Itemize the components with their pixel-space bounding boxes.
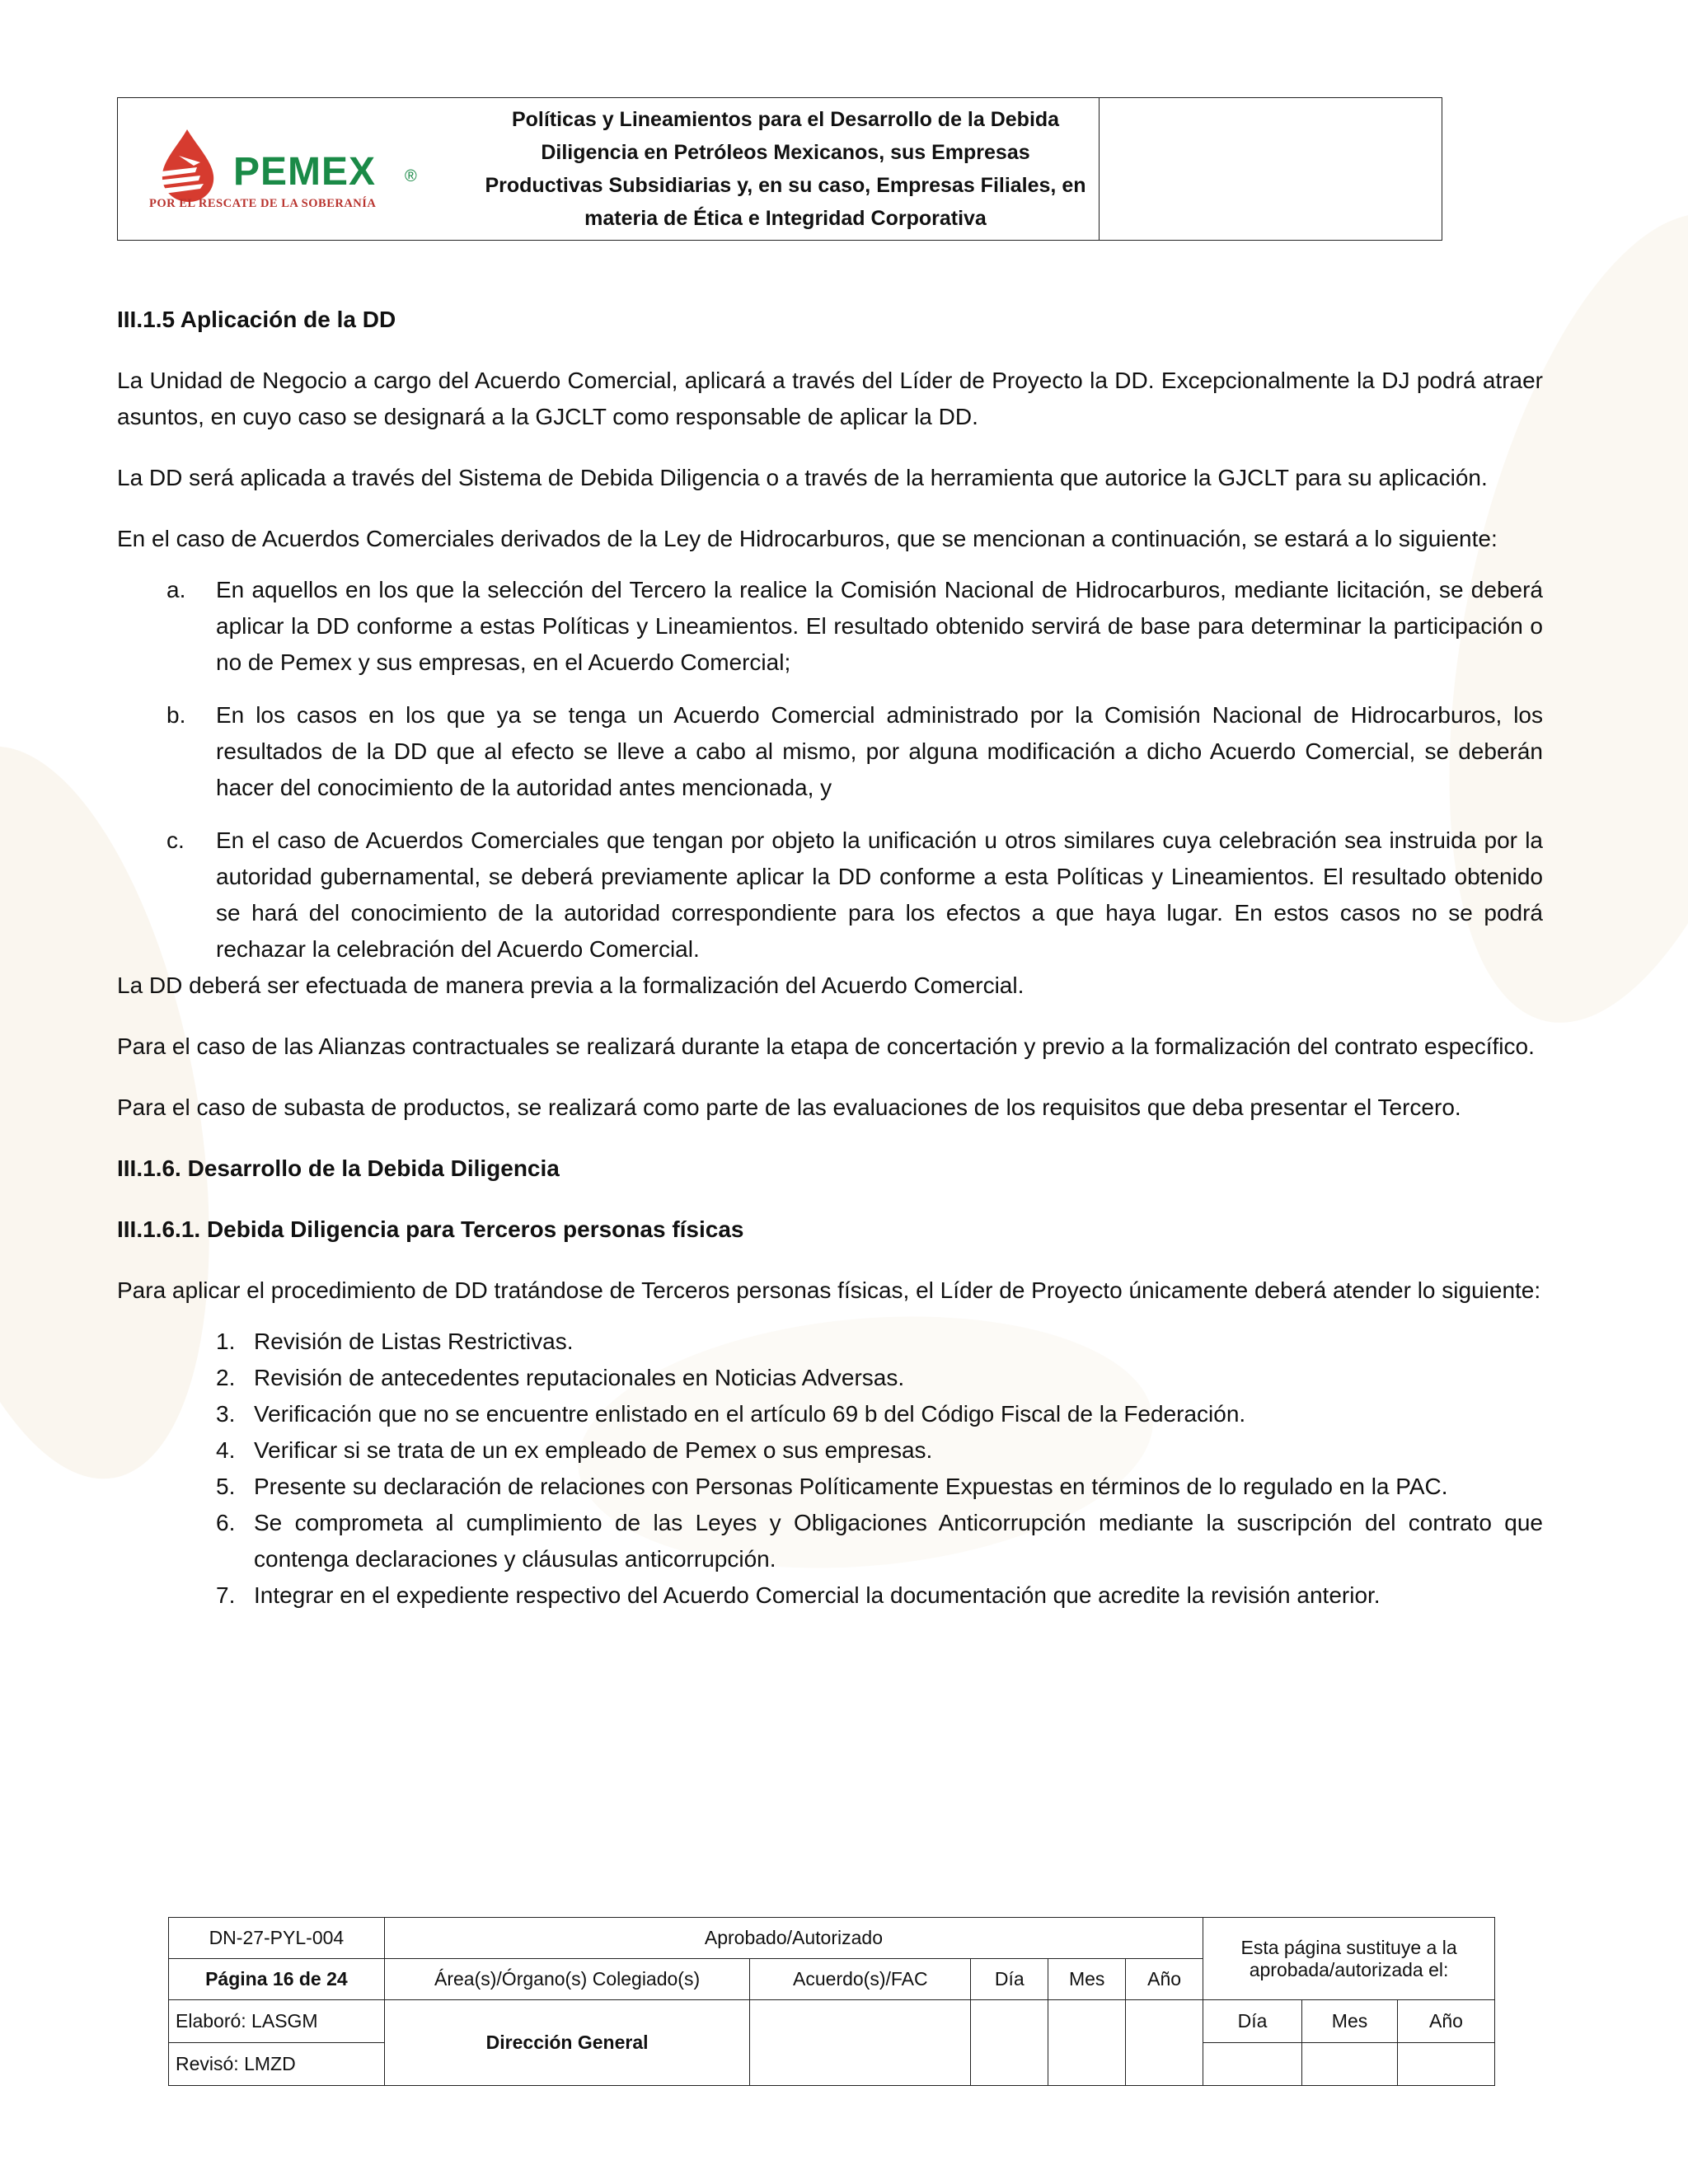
replaces-day-header: Día <box>1203 2000 1302 2043</box>
doc-code: DN-27-PYL-004 <box>169 1918 385 1959</box>
paragraph: La DD será aplicada a través del Sistema de Debida Diligencia o a través de la herramienta que autorice la GJCLT para su aplicación. <box>117 465 1488 490</box>
list-item <box>216 1396 1543 1432</box>
list-marker: b. <box>166 702 186 728</box>
subsection-heading-1-6-1: III.1.6.1. Debida Diligencia para Terceros personas físicas <box>117 1216 744 1242</box>
list-marker: 4. <box>216 1437 236 1463</box>
list-item <box>216 1324 1543 1360</box>
replaces-year-value <box>1397 2043 1494 2086</box>
agreement-value-cell <box>750 2000 971 2086</box>
list-item-text: En aquellos en los que la selección del Tercero la realice la Comisión Nacional de Hidrocarburos, mediante licitación, se deberá aplicar la DD conforme a estas Políticas y Lineamientos. El resultado obtenido servirá de base para determinar la participación o no de Pemex y sus empresas, en el Acuerdo Comercial; <box>216 577 1543 675</box>
list-item-text: Integrar en el expediente respectivo del Acuerdo Comercial la documentación que acredite la revisión anterior. <box>254 1582 1381 1608</box>
list-item-text: Revisión de antecedentes reputacionales en Noticias Adversas. <box>254 1365 905 1390</box>
elaboro-cell: Elaboró: LASGM <box>169 2000 385 2043</box>
list-item <box>216 1577 1543 1614</box>
replaces-note: Esta página sustituye a la aprobada/autorizada el: <box>1203 1918 1495 2000</box>
section-heading-1-6: III.1.6. Desarrollo de la Debida Diligencia <box>117 1155 560 1181</box>
numbered-list <box>216 1324 1543 1614</box>
agreement-header: Acuerdo(s)/FAC <box>750 1959 971 2000</box>
logo-registered-mark: ® <box>405 167 417 185</box>
list-marker: a. <box>166 577 186 602</box>
list-marker: 6. <box>216 1510 236 1535</box>
list-item-text: Revisión de Listas Restrictivas. <box>254 1329 574 1354</box>
direccion-general-cell: Dirección General <box>384 2000 750 2086</box>
year-value-cell <box>1126 2000 1203 2086</box>
list-item <box>216 1360 1543 1396</box>
list-item-text: Presente su declaración de relaciones con Personas Políticamente Expuestas en términos de lo regulado en la PAC. <box>254 1474 1448 1499</box>
pemex-logo <box>118 98 472 240</box>
approved-header: Aprobado/Autorizado <box>384 1918 1203 1959</box>
list-marker: 7. <box>216 1582 236 1608</box>
document-body <box>117 302 1543 1614</box>
logo-wordmark: PEMEX <box>233 150 377 194</box>
replaces-year-header: Año <box>1397 2000 1494 2043</box>
list-marker: 3. <box>216 1401 236 1427</box>
document-header <box>117 97 1442 241</box>
page-number: Página 16 de 24 <box>169 1959 385 2000</box>
reviso-cell: Revisó: LMZD <box>169 2043 385 2086</box>
replaces-day-value <box>1203 2043 1302 2086</box>
area-header: Área(s)/Órgano(s) Colegiado(s) <box>384 1959 750 2000</box>
list-item-text: Se comprometa al cumplimiento de las Leyes y Obligaciones Anticorrupción mediante la suscripción del contrato que contenga declaraciones y cláusulas anticorrupción. <box>254 1510 1543 1572</box>
paragraph: Para el caso de las Alianzas contractuales se realizará durante la etapa de concertación y previo a la formalización del contrato específico. <box>117 1033 1535 1059</box>
replaces-month-value <box>1302 2043 1398 2086</box>
list-item-text: Verificar si se trata de un ex empleado de Pemex o sus empresas. <box>254 1437 933 1463</box>
list-item <box>166 572 1543 681</box>
list-item-text: En los casos en los que ya se tenga un Acuerdo Comercial administrado por la Comisión Nacional de Hidrocarburos, los resultados de la DD que al efecto se lleve a cabo al mismo, por alguna modificación a dicho Acuerdo Comercial, se deberán hacer del conocimiento de la autoridad antes mencionada, y <box>216 702 1543 800</box>
list-item <box>216 1469 1543 1505</box>
list-item <box>166 823 1543 968</box>
header-empty-cell <box>1099 98 1442 240</box>
paragraph: En el caso de Acuerdos Comerciales derivados de la Ley de Hidrocarburos, que se mencionan a continuación, se estará a lo siguiente: <box>117 526 1498 551</box>
day-header: Día <box>971 1959 1048 2000</box>
document-footer-table <box>168 1917 1495 2086</box>
list-item <box>216 1505 1543 1577</box>
list-marker: c. <box>166 827 185 853</box>
logo-tagline: POR EL RESCATE DE LA SOBERANÍA <box>149 197 377 210</box>
list-item <box>166 697 1543 806</box>
list-marker: 1. <box>216 1329 236 1354</box>
list-marker: 2. <box>216 1365 236 1390</box>
section-heading-1-5: III.1.5 Aplicación de la DD <box>117 307 396 332</box>
pemex-eagle-icon <box>146 126 228 205</box>
paragraph: La Unidad de Negocio a cargo del Acuerdo Comercial, aplicará a través del Líder de Proyecto la DD. Excepcionalmente la DJ podrá atraer asuntos, en cuyo caso se designará a la GJCLT como responsable de aplicar la DD. <box>117 368 1543 429</box>
paragraph: Para el caso de subasta de productos, se realizará como parte de las evaluaciones de los requisitos que deba presentar el Tercero. <box>117 1094 1461 1120</box>
paragraph: La DD deberá ser efectuada de manera previa a la formalización del Acuerdo Comercial. <box>117 972 1025 998</box>
replaces-month-header: Mes <box>1302 2000 1398 2043</box>
year-header: Año <box>1126 1959 1203 2000</box>
month-value-cell <box>1048 2000 1126 2086</box>
day-value-cell <box>971 2000 1048 2086</box>
list-item-text: Verificación que no se encuentre enlistado en el artículo 69 b del Código Fiscal de la Federación. <box>254 1401 1246 1427</box>
document-title: Políticas y Lineamientos para el Desarrollo de la Debida Diligencia en Petróleos Mexicanos, sus Empresas Productivas Subsidiarias y, en su caso, Empresas Filiales, en materia de Ética e Integridad Corporativa <box>485 108 1086 230</box>
list-item-text: En el caso de Acuerdos Comerciales que tengan por objeto la unificación u otros similares cuya celebración sea instruida por la autoridad gubernamental, se deberá previamente aplicar la DD conforme a esta Políticas y Lineamientos. El resultado obtenido se hará del conocimiento de la autoridad correspondiente para los efectos a que haya lugar. En estos casos no se podrá rechazar la celebración del Acuerdo Comercial. <box>216 827 1543 962</box>
list-item <box>216 1432 1543 1469</box>
month-header: Mes <box>1048 1959 1126 2000</box>
paragraph: Para aplicar el procedimiento de DD tratándose de Terceros personas físicas, el Líder de Proyecto únicamente deberá atender lo siguiente: <box>117 1277 1541 1303</box>
list-marker: 5. <box>216 1474 236 1499</box>
